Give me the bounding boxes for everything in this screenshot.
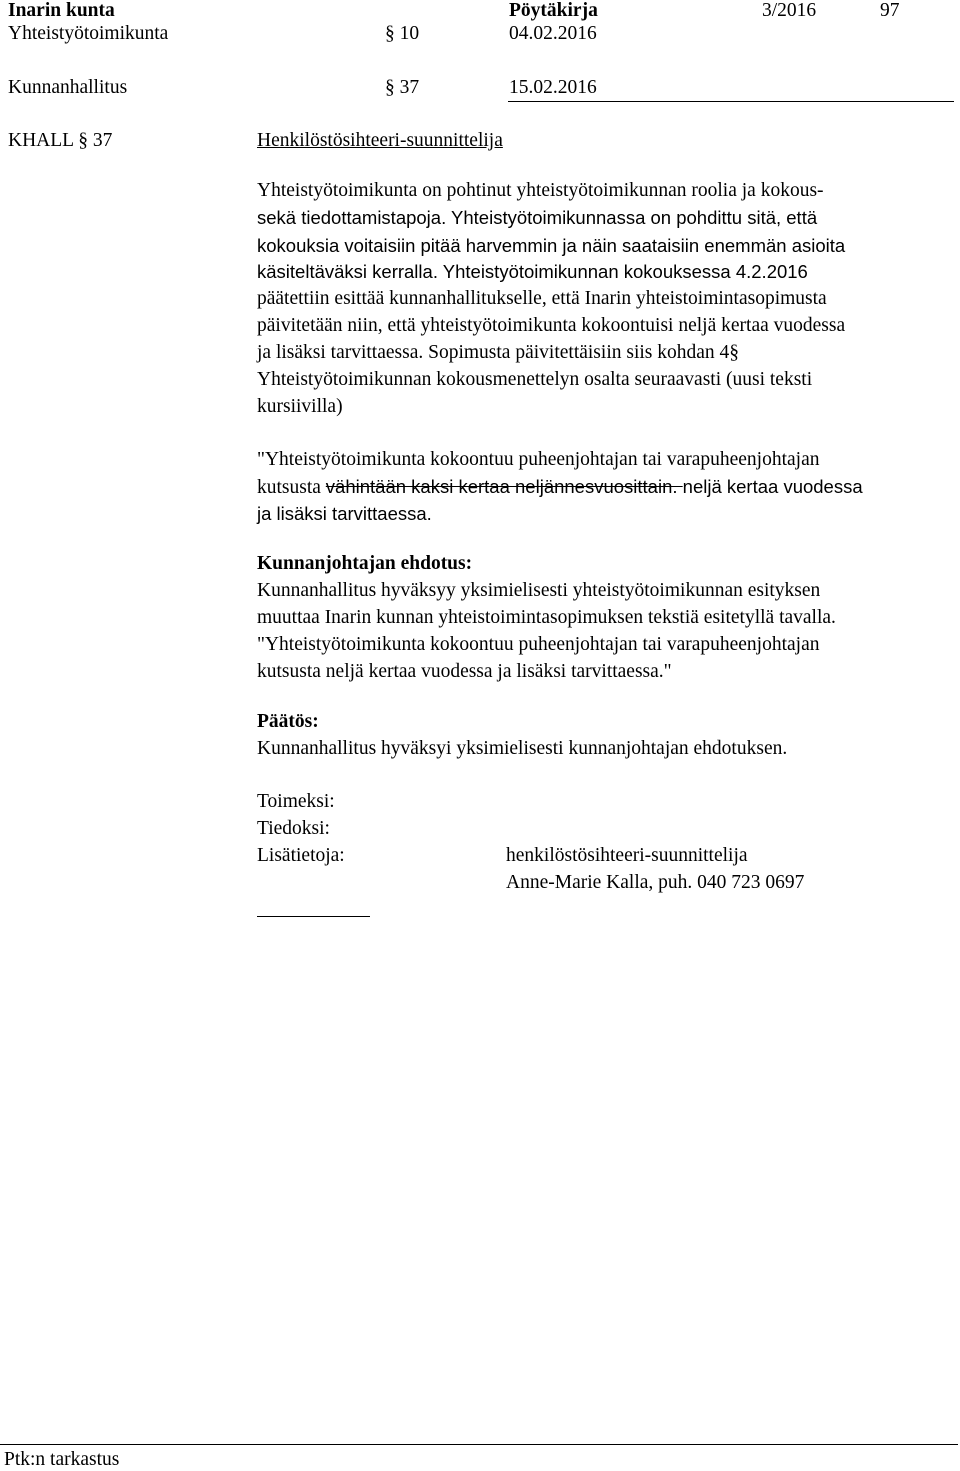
- intro-line: päätettiin esittää kunnanhallitukselle, että Inarin yhteistoimintasopimusta: [257, 288, 827, 309]
- contact-title: henkilöstösihteeri-suunnittelija: [506, 845, 748, 866]
- proposal-line: kutsusta neljä kertaa vuodessa ja lisäksi tarvittaessa.": [257, 661, 672, 682]
- protocol-number: 3/2016: [762, 0, 817, 21]
- item-title: Henkilöstösihteeri-suunnittelija: [257, 130, 503, 151]
- page-number: 97: [880, 0, 900, 21]
- intro-line: Yhteistyötoimikunnan kokousmenettelyn osalta seuraavasti (uusi teksti: [257, 369, 813, 390]
- meeting-date: 15.02.2016: [509, 77, 597, 98]
- intro-line: kursiivilla): [257, 396, 343, 417]
- decision-text: Kunnanhallitus hyväksyi yksimielisesti kunnanjohtajan ehdotuksen.: [257, 738, 788, 759]
- intro-line: kokouksia voitaisiin pitää harvemmin ja näin saataisiin enemmän asioita: [257, 235, 846, 256]
- proposal-line: "Yhteistyötoimikunta kokoontuu puheenjohtajan tai varapuheenjohtajan: [257, 634, 820, 655]
- quote-line: ja lisäksi tarvittaessa.: [257, 503, 432, 524]
- header-divider: [508, 101, 954, 102]
- contact-name-phone: Anne-Marie Kalla, puh. 040 723 0697: [506, 872, 805, 893]
- proposal-heading: Kunnanjohtajan ehdotus:: [257, 553, 473, 574]
- quote-line: "Yhteistyötoimikunta kokoontuu puheenjohtajan tai varapuheenjohtajan: [257, 449, 820, 470]
- new-text: neljä kertaa vuodessa: [682, 476, 863, 497]
- intro-line: sekä tiedottamistapoja. Yhteistyötoimikunnassa on pohdittu sitä, että: [257, 207, 818, 228]
- intro-line: Yhteistyötoimikunta on pohtinut yhteistyötoimikunnan roolia ja kokous-: [257, 180, 824, 201]
- meeting-body: Yhteistyötoimikunta: [8, 23, 169, 44]
- struck-text: vähintään kaksi kertaa neljännesvuosittain.: [325, 476, 683, 497]
- toimeksi-label: Toimeksi:: [257, 791, 335, 812]
- signature-rule: [257, 916, 370, 917]
- lisatietoja-label: Lisätietoja:: [257, 845, 345, 866]
- proposal-line: muuttaa Inarin kunnan yhteistoimintasopimuksen tekstiä esitetyllä tavalla.: [257, 607, 836, 628]
- check-label: Ptk:n tarkastus: [4, 1449, 120, 1470]
- quote-prefix: kutsusta: [257, 477, 326, 498]
- document-type: Pöytäkirja: [509, 0, 598, 21]
- tiedoksi-label: Tiedoksi:: [257, 818, 330, 839]
- intro-line: käsiteltäväksi kerralla. Yhteistyötoimikunnan kokouksessa 4.2.2016: [257, 261, 808, 282]
- meeting-date: 04.02.2016: [509, 23, 597, 44]
- meeting-body: Kunnanhallitus: [8, 77, 128, 98]
- quote-line: [257, 476, 863, 499]
- meeting-section: § 10: [385, 23, 420, 44]
- municipality-name: Inarin kunta: [8, 0, 115, 21]
- item-code: KHALL § 37: [8, 130, 113, 151]
- decision-heading: Päätös:: [257, 711, 319, 732]
- footer-divider: [0, 1444, 958, 1445]
- meeting-section: § 37: [385, 77, 420, 98]
- intro-line: ja lisäksi tarvittaessa. Sopimusta päivitettäisiin siis kohdan 4§: [257, 342, 740, 363]
- intro-line: päivitetään niin, että yhteistyötoimikunta kokoontuisi neljä kertaa vuodessa: [257, 315, 846, 336]
- proposal-line: Kunnanhallitus hyväksyy yksimielisesti yhteistyötoimikunnan esityksen: [257, 580, 821, 601]
